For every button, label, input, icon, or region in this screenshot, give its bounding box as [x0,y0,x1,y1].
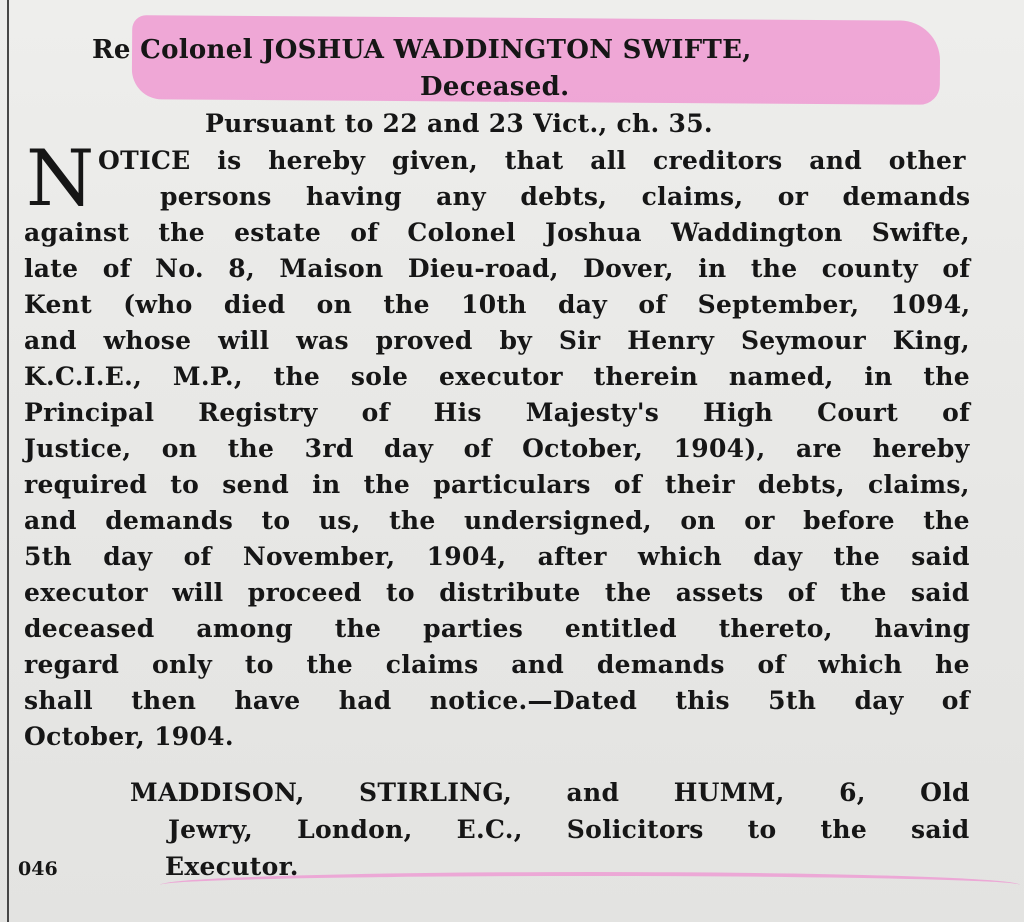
notice-line: Kent (who died on the 10th day of September, 1094, [24,290,971,319]
notice-line: Principal Registry of His Majesty's High Court of [24,398,971,427]
notice-line: executor will proceed to distribute the assets of the said [24,578,970,607]
solicitor-line: Executor. [165,852,299,881]
column-rule [7,0,9,922]
notice-line: late of No. 8, Maison Dieu-road, Dover, in the county of [24,254,971,283]
notice-line: regard only to the claims and demands of which he [24,650,970,679]
notice-line: and whose will was proved by Sir Henry Seymour King, [24,326,970,355]
notice-line: Justice, on the 3rd day of October, 1904), are hereby [24,434,970,463]
notice-line: 5th day of November, 1904, after which day the said [24,542,970,571]
notice-line: and demands to us, the undersigned, on or before the [24,506,970,535]
notice-line: October, 1904. [24,722,234,751]
solicitor-line: MADDISON, STIRLING, and HUMM, 6, Old [130,778,970,807]
drop-cap: N [26,134,95,224]
notice-line: required to send in the particulars of their debts, claims, [24,470,970,499]
notice-title: Re Colonel JOSHUA WADDINGTON SWIFTE, [92,35,752,65]
notice-line: OTICE is hereby given, that all creditors and other [98,146,966,175]
notice-line: deceased among the parties entitled thereto, having [24,614,971,643]
notice-line: persons having any debts, claims, or demands [160,182,971,211]
reference-number: 046 [18,858,58,880]
notice-line: K.C.I.E., M.P., the sole executor therein named, in the [24,362,970,391]
solicitor-line: Jewry, London, E.C., Solicitors to the said [168,815,970,844]
statute-reference: Pursuant to 22 and 23 Vict., ch. 35. [205,109,713,138]
notice-line: shall then have had notice.—Dated this 5th day of [24,686,970,715]
notice-subtitle: Deceased. [420,72,570,102]
notice-line: against the estate of Colonel Joshua Waddington Swifte, [24,218,970,247]
